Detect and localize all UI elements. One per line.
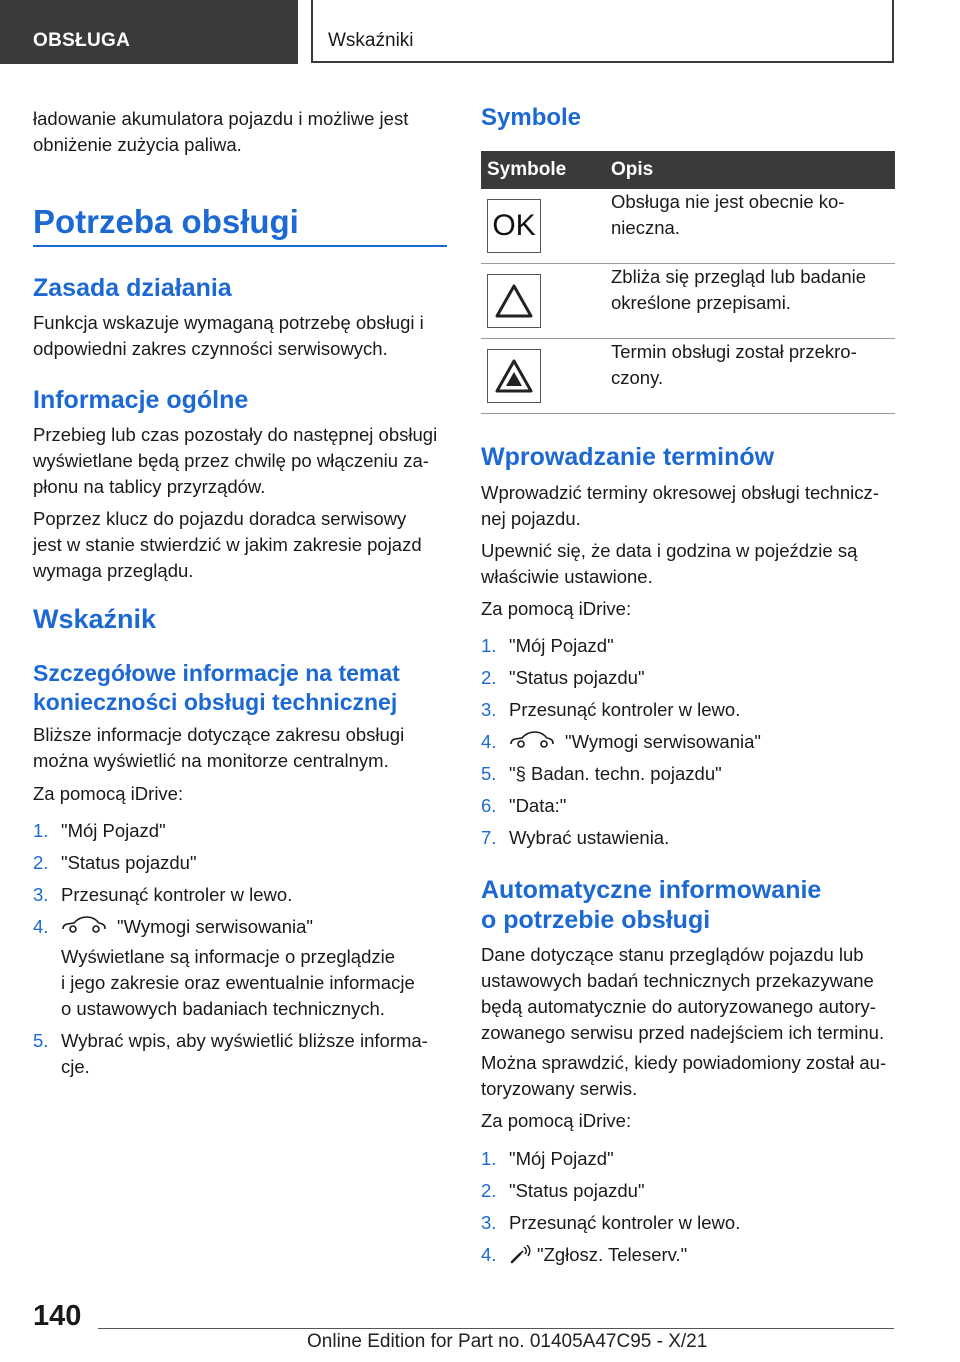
dates-p1-line-1: Wprowadzić terminy okresowej obsługi technicz- bbox=[481, 482, 879, 503]
title-underline bbox=[33, 245, 447, 247]
table-header-desc: Opis bbox=[611, 151, 895, 189]
dates-p2-line-2: właściwie ustawione. bbox=[481, 566, 653, 587]
ok-icon: OK bbox=[487, 199, 541, 253]
auto-p1-line-4: zowanego serwisu przed nadejściem ich terminu. bbox=[481, 1022, 885, 1043]
step5-extra: cje. bbox=[61, 1056, 90, 1077]
principle-line-2: odpowiedni zakres czynności serwisowych. bbox=[33, 338, 388, 359]
step4-extra-3: o ustawowych badaniach technicznych. bbox=[61, 998, 385, 1019]
auto-p2-line-1: Można sprawdzić, kiedy powiadomiony został au- bbox=[481, 1052, 887, 1073]
page-number: 140 bbox=[33, 1300, 82, 1332]
details-line-1: Bliższe informacje dotyczące zakresu obsługi bbox=[33, 724, 405, 745]
dates-heading: Wprowadzanie terminów bbox=[481, 443, 775, 471]
dates-p2-line-1: Upewnić się, że data i godzina w pojeździe są bbox=[481, 540, 858, 561]
auto-heading-line-1: Automatyczne informowanie bbox=[481, 876, 822, 904]
table-row: Termin obsługi został przekro- czony. bbox=[481, 339, 895, 414]
auto-p1-line-1: Dane dotyczące stanu przeglądów pojazdu lub bbox=[481, 944, 864, 965]
table-row: Zbliża się przegląd lub badanie określone przepisami. bbox=[481, 264, 895, 339]
general-p2-line-3: wymaga przeglądu. bbox=[33, 560, 194, 581]
details-heading-line-1: Szczegółowe informacje na temat bbox=[33, 660, 400, 686]
header-chapter-box bbox=[311, 0, 894, 63]
general-p1-line-1: Przebieg lub czas pozostały do następnej obsługi bbox=[33, 424, 438, 445]
general-p2-line-2: jest w stanie stwierdzić w jakim zakresie pojazd bbox=[33, 534, 422, 555]
step4-extra-1: Wyświetlane są informacje o przeglądzie bbox=[61, 946, 396, 967]
symbols-table bbox=[481, 151, 895, 414]
details-heading-line-2: konieczności obsługi technicznej bbox=[33, 689, 398, 715]
table-header-symbols: Symbole bbox=[481, 151, 611, 189]
idrive-label-left: Za pomocą iDrive: bbox=[33, 783, 184, 804]
intro-line-1: ładowanie akumulatora pojazdu i możliwe jest bbox=[33, 108, 409, 129]
header-section-tab bbox=[0, 0, 298, 64]
intro-line-2: obniżenie zużycia paliwa. bbox=[33, 134, 242, 155]
auto-p1-line-3: będą automatycznie do autoryzowanego autory- bbox=[481, 996, 876, 1017]
step4-extra-2: i jego zakresie oraz ewentualnie informacje bbox=[61, 972, 415, 993]
general-p1-line-3: płonu na tablicy przyrządów. bbox=[33, 476, 266, 497]
table-row: OK Obsługa nie jest obecnie ko- nieczna. bbox=[481, 189, 895, 264]
idrive-label-right-2: Za pomocą iDrive: bbox=[481, 1110, 632, 1131]
chapter-title: Wskaźniki bbox=[328, 30, 414, 51]
symbols-heading: Symbole bbox=[481, 104, 582, 131]
car-icon bbox=[509, 729, 555, 756]
warning-triangle-filled-icon bbox=[487, 349, 541, 403]
principle-line-1: Funkcja wskazuje wymaganą potrzebę obsługi i bbox=[33, 312, 424, 333]
idrive-label-right: Za pomocą iDrive: bbox=[481, 598, 632, 619]
details-line-2: można wyświetlić na monitorze centralnym. bbox=[33, 750, 389, 771]
indicator-heading: Wskaźnik bbox=[33, 604, 157, 634]
page-title: Potrzeba obsługi bbox=[33, 203, 299, 240]
general-heading: Informacje ogólne bbox=[33, 386, 249, 414]
section-title: OBSŁUGA bbox=[33, 30, 131, 51]
car-icon bbox=[61, 914, 107, 941]
auto-heading-line-2: o potrzebie obsługi bbox=[481, 906, 711, 934]
teleservice-wrench-icon bbox=[509, 1245, 531, 1272]
general-p2-line-1: Poprzez klucz do pojazdu doradca serwisowy bbox=[33, 508, 407, 529]
warning-triangle-outline-icon bbox=[487, 274, 541, 328]
general-p1-line-2: wyświetlane będą przez chwilę po włączeniu za- bbox=[33, 450, 429, 471]
principle-heading: Zasada działania bbox=[33, 274, 232, 302]
dates-p1-line-2: nej pojazdu. bbox=[481, 508, 581, 529]
footer-divider bbox=[98, 1328, 894, 1329]
edition-note: Online Edition for Part no. 01405A47C95 - X/21 bbox=[307, 1331, 708, 1352]
auto-p2-line-2: toryzowany serwis. bbox=[481, 1078, 638, 1099]
auto-p1-line-2: ustawowych badań technicznych przekazywane bbox=[481, 970, 874, 991]
